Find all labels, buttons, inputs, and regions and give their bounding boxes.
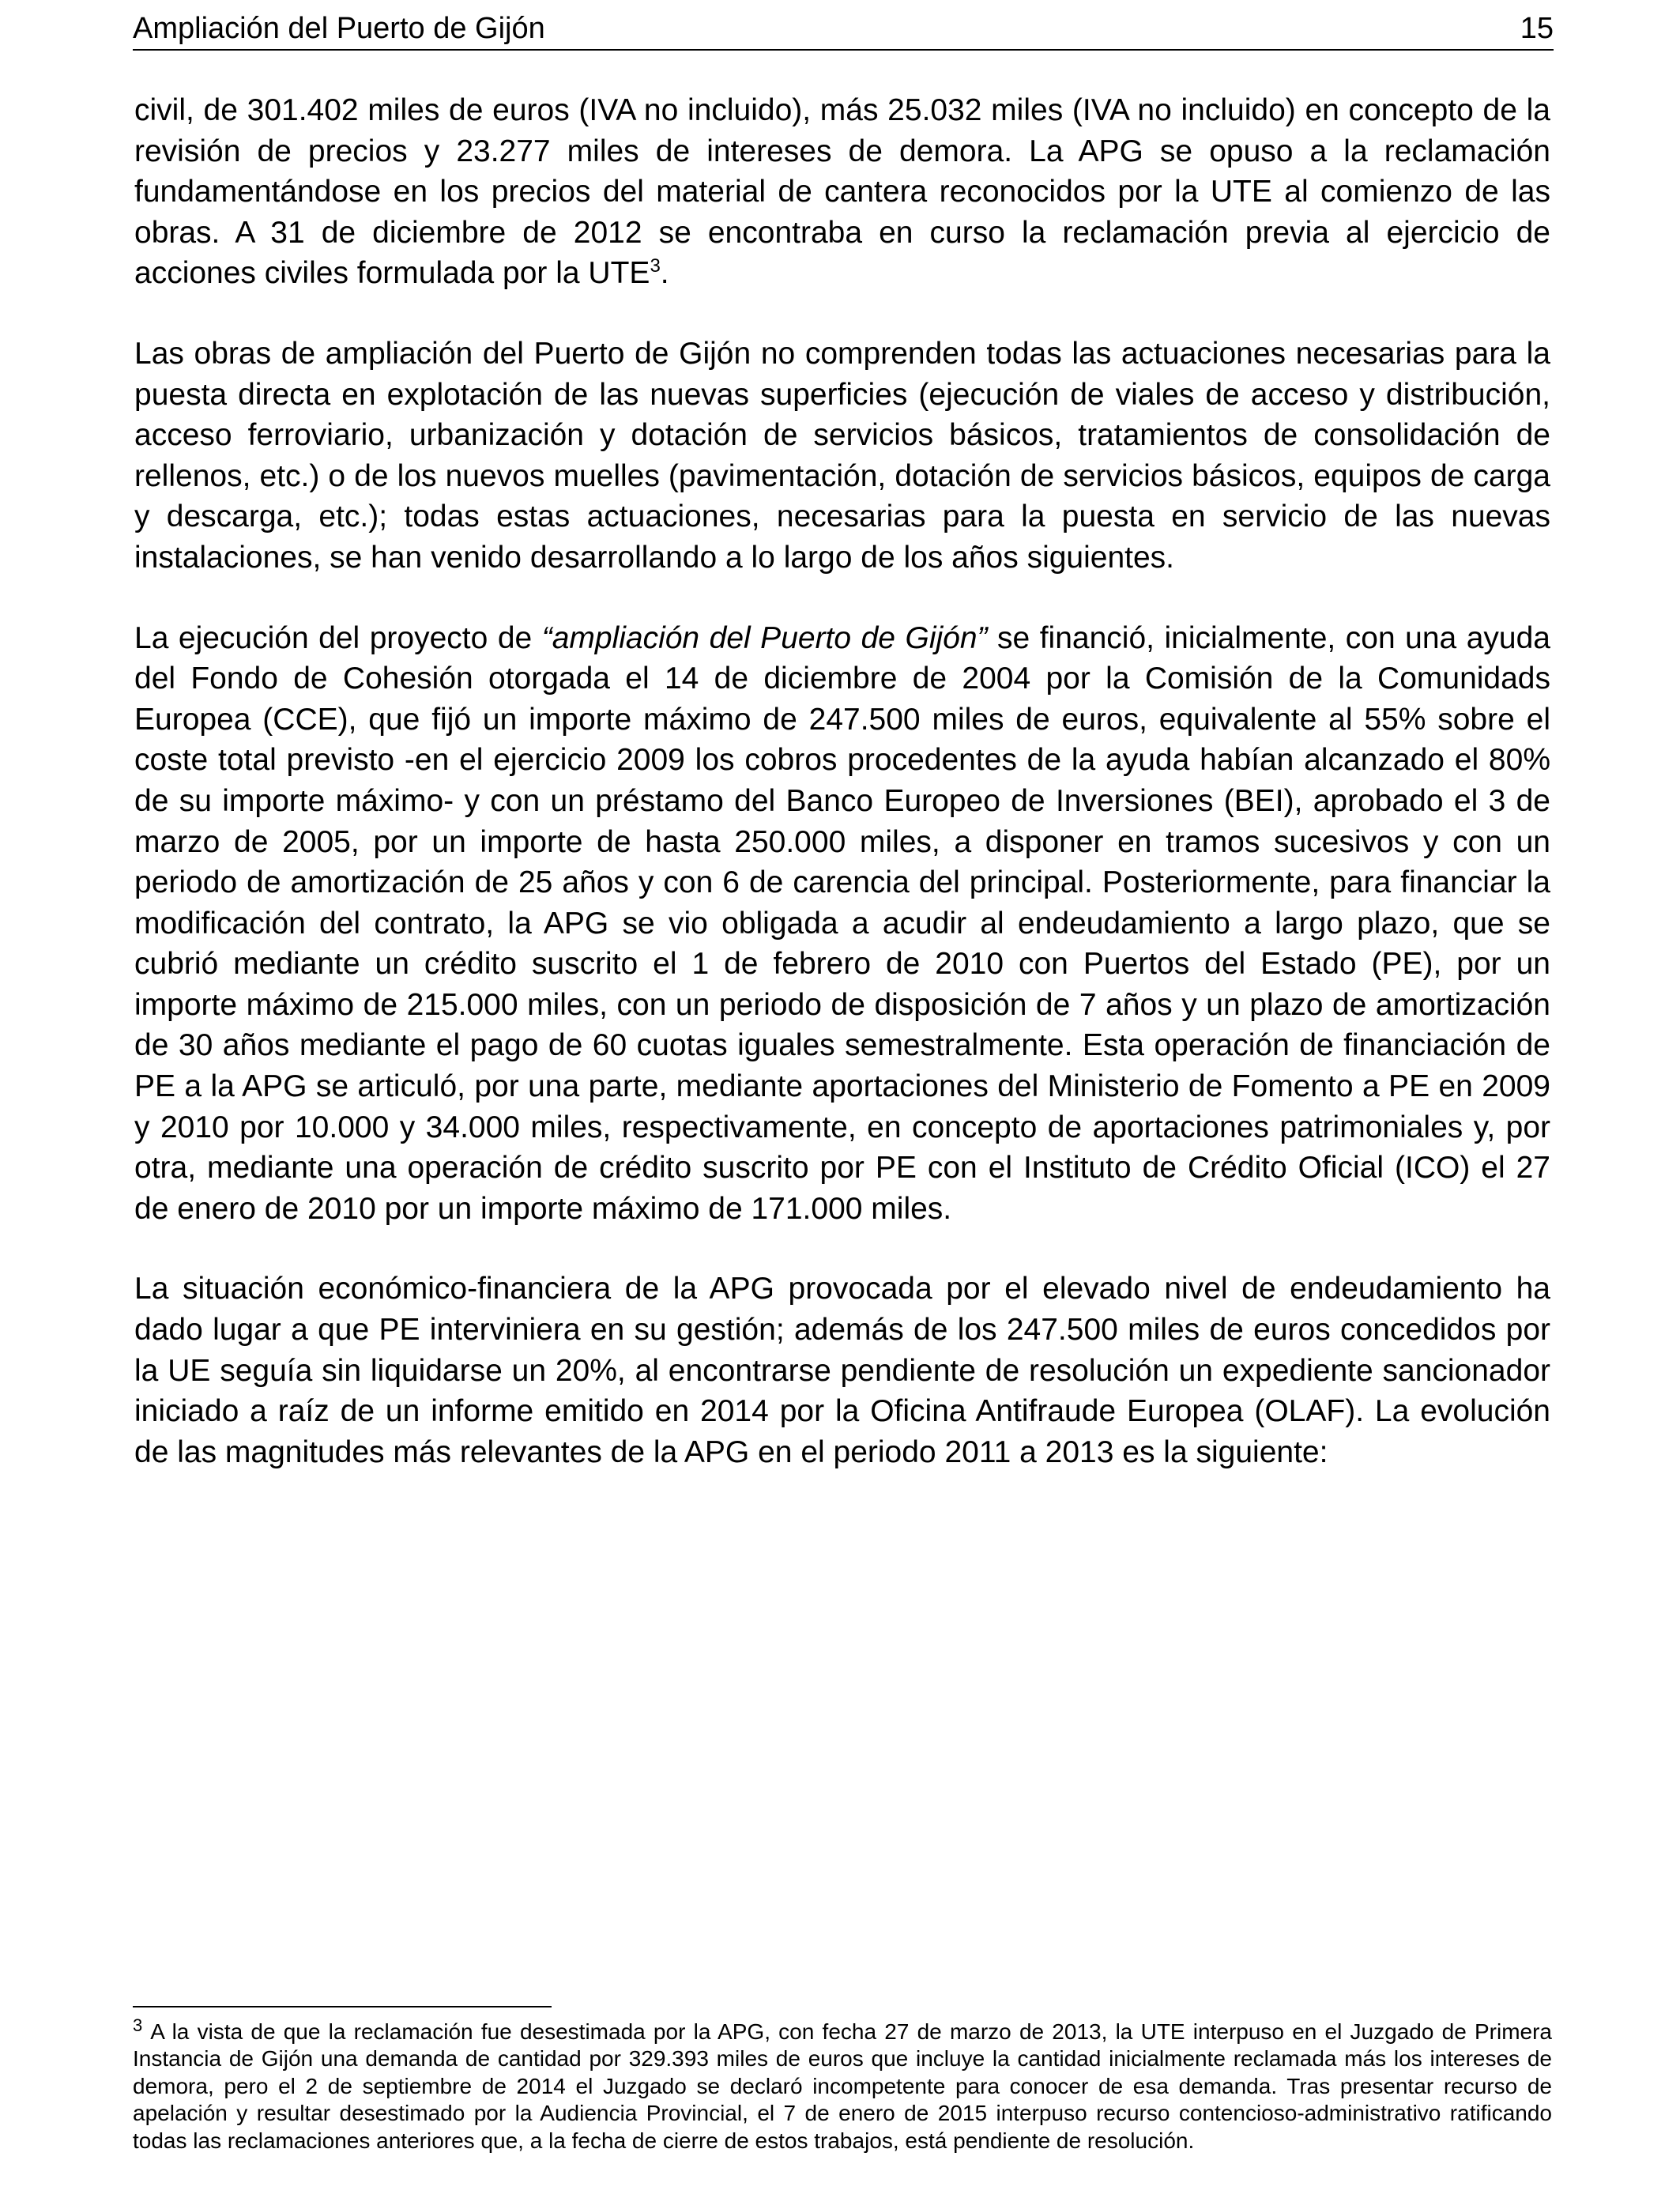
paragraph-financing-before: La ejecución del proyecto de <box>134 620 542 655</box>
document-body <box>134 90 1550 1512</box>
paragraph-works-scope: Las obras de ampliación del Puerto de Gijón no comprenden todas las actuaciones necesarias para la puesta directa en explotación de las nuevas superficies (ejecución de viales de acceso y distribución, acceso ferroviario, urbanización y dotación de servicios básicos, tratamientos de consolidación de rellenos, etc.) o de los nuevos muelles (pavimentación, dotación de servicios básicos, equipos de carga y descarga, etc.); todas estas actuaciones, necesarias para la puesta en servicio de las nuevas instalaciones, se han venido desarrollando a lo largo de los años siguientes. <box>134 336 1550 575</box>
footnote-text: A la vista de que la reclamación fue desestimada por la APG, con fecha 27 de marzo de 2013, la UTE interpuso en el Juzgado de Primera Instancia de Gijón una demanda de cantidad por 329.393 miles de euros que incluye la cantidad inicialmente reclamada más los intereses de demora, pero el 2 de septiembre de 2014 el Juzgado se declaró incompetente para conocer de esa demanda. Tras presentar recurso de apelación y resultar desestimado por la Audiencia Provincial, el 7 de enero de 2015 interpuso recurso contencioso-administrativo ratificando todas las reclamaciones anteriores que, a la fecha de cierre de estos trabajos, está pendiente de resolución. <box>133 2019 1552 2153</box>
header-title: Ampliación del Puerto de Gijón <box>133 12 545 45</box>
page-number: 15 <box>1520 12 1554 45</box>
paragraph-financing-after: se financió, inicialmente, con una ayuda del Fondo de Cohesión otorgada el 14 de diciembre de 2004 por la Comisión de la Comunidads Europea (CCE), que fijó un importe máximo de 247.500 miles de euros, equivalente al 55% sobre el coste total previsto -en el ejercicio 2009 los cobros procedentes de la ayuda habían alcanzado el 80% de su importe máximo- y con un préstamo del Banco Europeo de Inversiones (BEI), aprobado el 3 de marzo de 2005, por un importe de hasta 250.000 miles, a disponer en tramos sucesivos y con un periodo de amortización de 25 años y con 6 de carencia del principal. Posteriormente, para financiar la modificación del contrato, la APG se vio obligada a acudir al endeudamiento a largo plazo, que se cubrió mediante un crédito suscrito el 1 de febrero de 2010 con Puertos del Estado (PE), por un importe máximo de 215.000 miles, con un periodo de disposición de 7 años y un plazo de amortización de 30 años mediante el pago de 60 cuotas iguales semestralmente. Esta operación de financiación de PE a la APG se articuló, por una parte, mediante aportaciones del Ministerio de Fomento a PE en 2009 y 2010 por 10.000 y 34.000 miles, respectivamente, en concepto de aportaciones patrimoniales y, por otra, mediante una operación de crédito suscrito por PE con el Instituto de Crédito Oficial (ICO) el 27 de enero de 2010 por un importe máximo de 171.000 miles. <box>134 620 1550 1226</box>
paragraph-financial-situation: La situación económico-financiera de la APG provocada por el elevado nivel de endeudamiento ha dado lugar a que PE interviniera en su gestión; además de los 247.500 miles de euros concedidos por la UE seguía sin liquidarse un 20%, al encontrarse pendiente de resolución un expediente sancionador iniciado a raíz de un informe emitido en 2014 por la Oficina Antifraude Europea (OLAF). La evolución de las magnitudes más relevantes de la APG en el periodo 2011 a 2013 es la siguiente: <box>134 1272 1550 1469</box>
page-header <box>133 6 1554 51</box>
paragraph-claim-text: civil, de 301.402 miles de euros (IVA no incluido), más 25.032 miles (IVA no incluido) en concepto de la revisión de precios y 23.277 miles de intereses de demora. La APG se opuso a la reclamación fundamentándose en los precios del material de cantera reconocidos por la UTE al comienzo de las obras. A 31 de diciembre de 2012 se encontraba en curso la reclamación previa al ejercicio de acciones civiles formulada por la UTE <box>134 93 1550 291</box>
footnote-separator <box>133 2006 552 2007</box>
paragraph-claim <box>134 90 1550 294</box>
paragraph-claim-end: . <box>660 256 669 291</box>
paragraph-financing <box>134 618 1550 1230</box>
footnote-number: 3 <box>133 2015 143 2035</box>
footnote-reference[interactable]: 3 <box>650 255 661 277</box>
footnote <box>133 2015 1552 2154</box>
project-name-emphasis: “ampliación del Puerto de Gijón” <box>541 620 988 655</box>
